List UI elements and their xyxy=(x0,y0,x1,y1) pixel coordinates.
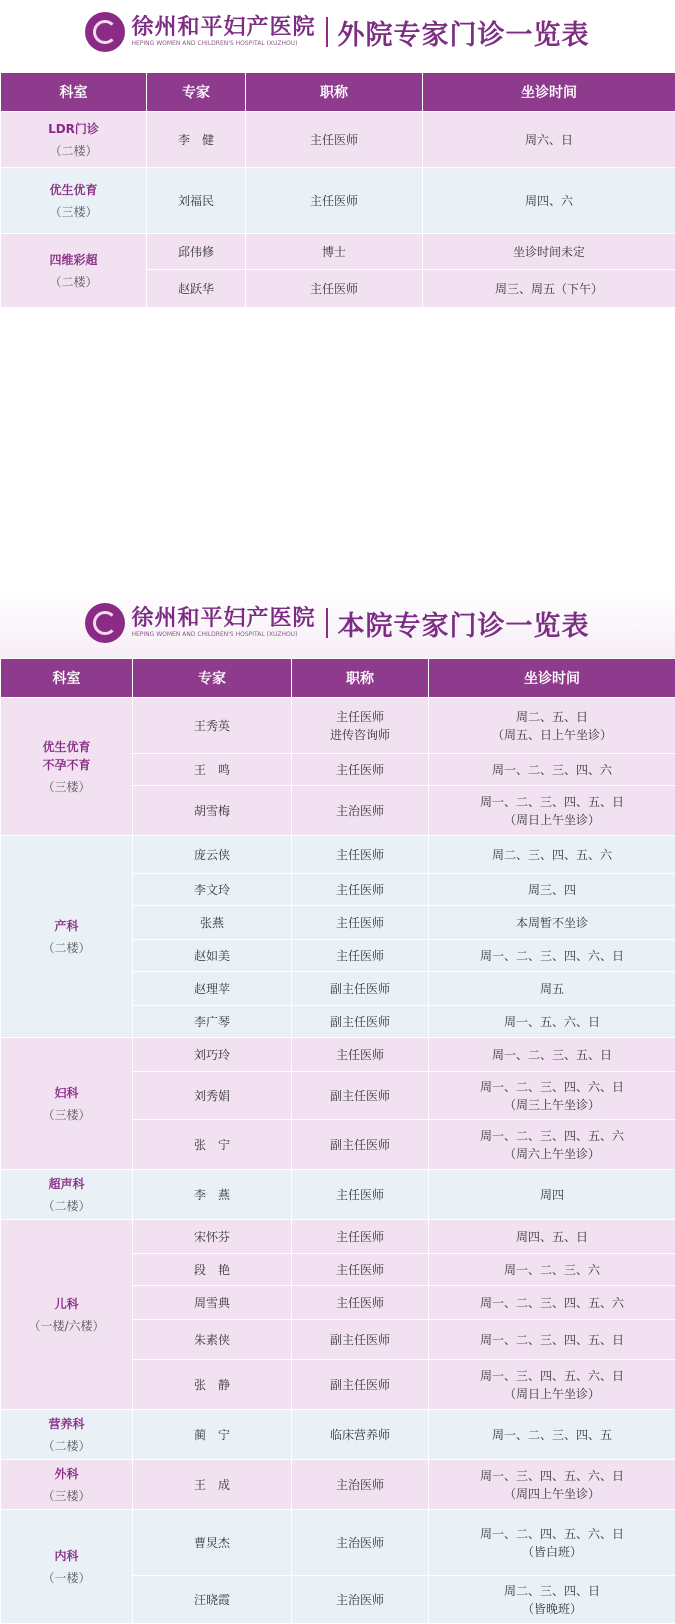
time-cell xyxy=(423,234,675,270)
inside-title: 本院专家门诊一览表 xyxy=(338,604,590,643)
expert-cell xyxy=(133,940,292,972)
dept-name: 内科 xyxy=(1,1547,132,1565)
dept-cell xyxy=(1,1038,133,1170)
title-divider xyxy=(326,17,328,47)
expert-cell xyxy=(133,972,292,1006)
dept-name: 产科 xyxy=(1,917,132,935)
table-row xyxy=(1,168,675,234)
time-cell xyxy=(429,1220,675,1254)
expert-name: 邱伟修 xyxy=(178,245,214,259)
expert-title: 博士 xyxy=(322,245,346,259)
table-row xyxy=(1,1170,675,1220)
clinic-time: 周一、二、三、四、六、日 xyxy=(480,1080,624,1094)
clinic-time: 周一、二、三、六 xyxy=(504,1263,600,1277)
expert-name: 曹炅杰 xyxy=(194,1536,230,1550)
time-cell xyxy=(429,1320,675,1360)
table-row xyxy=(1,836,675,874)
time-cell xyxy=(423,168,675,234)
title-cell xyxy=(292,1576,429,1624)
expert-title: 主任医师 xyxy=(336,949,384,963)
time-cell xyxy=(429,1254,675,1286)
dept-floor: （三楼） xyxy=(1,778,132,796)
expert-title: 主任医师 xyxy=(336,883,384,897)
header-title: 职称 xyxy=(246,73,423,112)
clinic-time: 周三、周五（下午） xyxy=(495,282,603,296)
expert-cell xyxy=(133,1072,292,1120)
header-dept: 科室 xyxy=(1,73,147,112)
dept-cell xyxy=(1,112,147,168)
time-cell xyxy=(429,906,675,940)
dept-name: 超声科 xyxy=(1,1175,132,1193)
clinic-time: （周三上午坐诊） xyxy=(504,1098,600,1112)
expert-name: 庞云侠 xyxy=(194,848,230,862)
title-cell xyxy=(292,1510,429,1576)
clinic-time: （皆晚班） xyxy=(522,1602,582,1616)
title-cell xyxy=(292,754,429,786)
dept-name: 外科 xyxy=(1,1465,132,1483)
hospital-name-en: HEPING WOMEN AND CHILDREN'S HOSPITAL (XUZHOU) xyxy=(131,631,315,639)
expert-cell xyxy=(133,1286,292,1320)
expert-title: 副主任医师 xyxy=(330,982,390,996)
expert-cell xyxy=(133,1170,292,1220)
clinic-time: 周一、二、三、四、五 xyxy=(492,1428,612,1442)
dept-floor: （一楼/六楼） xyxy=(1,1317,132,1335)
expert-cell xyxy=(133,1410,292,1460)
title-cell xyxy=(292,1360,429,1410)
expert-title: 副主任医师 xyxy=(330,1015,390,1029)
expert-name: 周雪典 xyxy=(194,1296,230,1310)
expert-cell xyxy=(147,168,246,234)
clinic-time: 周六、日 xyxy=(525,133,573,147)
outside-header xyxy=(0,0,675,72)
dept-cell xyxy=(1,1410,133,1460)
clinic-time: （周四上午坐诊） xyxy=(504,1487,600,1501)
expert-title: 主治医师 xyxy=(336,804,384,818)
table-row xyxy=(1,698,675,754)
expert-title: 主治医师 xyxy=(336,1593,384,1607)
expert-title: 主任医师 xyxy=(310,282,358,296)
title-cell xyxy=(292,906,429,940)
header-expert: 专家 xyxy=(147,73,246,112)
expert-cell xyxy=(133,786,292,836)
expert-cell xyxy=(133,1220,292,1254)
expert-cell xyxy=(133,874,292,906)
expert-name: 张 宁 xyxy=(194,1138,230,1152)
time-cell xyxy=(429,754,675,786)
clinic-time: 周一、三、四、五、六、日 xyxy=(480,1469,624,1483)
hospital-logo-icon xyxy=(85,12,125,52)
expert-cell xyxy=(147,112,246,168)
title-cell xyxy=(292,972,429,1006)
expert-title: 副主任医师 xyxy=(330,1378,390,1392)
time-cell xyxy=(429,874,675,906)
expert-name: 宋怀芬 xyxy=(194,1230,230,1244)
dept-floor: （三楼） xyxy=(1,1106,132,1124)
expert-cell xyxy=(133,1120,292,1170)
dept-floor: （二楼） xyxy=(1,1437,132,1455)
table-row xyxy=(1,1038,675,1072)
expert-cell xyxy=(133,1360,292,1410)
dept-name: 优生优育 不孕不育 xyxy=(1,738,132,774)
clinic-time: （周日上午坐诊） xyxy=(504,813,600,827)
expert-name: 赵如美 xyxy=(194,949,230,963)
dept-cell xyxy=(1,234,147,308)
time-cell xyxy=(429,1460,675,1510)
time-cell xyxy=(429,1120,675,1170)
clinic-time: 周一、二、三、四、五、日 xyxy=(480,1333,624,1347)
title-cell xyxy=(292,1038,429,1072)
dept-name: 儿科 xyxy=(1,1295,132,1313)
expert-title: 进传咨询师 xyxy=(330,728,390,742)
clinic-time: （周六上午坐诊） xyxy=(504,1147,600,1161)
expert-title: 主任医师 xyxy=(336,1188,384,1202)
expert-title: 临床营养师 xyxy=(330,1428,390,1442)
expert-cell xyxy=(133,1006,292,1038)
expert-name: 李广琴 xyxy=(194,1015,230,1029)
expert-cell xyxy=(133,906,292,940)
time-cell xyxy=(429,1576,675,1624)
time-cell xyxy=(429,1510,675,1576)
title-cell xyxy=(292,1320,429,1360)
time-cell xyxy=(429,786,675,836)
title-cell xyxy=(292,1220,429,1254)
clinic-time: 周一、二、三、四、五、六 xyxy=(480,1296,624,1310)
time-cell xyxy=(429,940,675,972)
dept-cell xyxy=(1,1460,133,1510)
title-cell xyxy=(292,1006,429,1038)
dept-floor: （二楼） xyxy=(1,939,132,957)
expert-name: 王 成 xyxy=(194,1478,230,1492)
expert-name: 张 静 xyxy=(194,1378,230,1392)
dept-cell xyxy=(1,836,133,1038)
expert-title: 主治医师 xyxy=(336,1536,384,1550)
clinic-time: 周一、二、四、五、六、日 xyxy=(480,1527,624,1541)
clinic-time: 本周暂不坐诊 xyxy=(516,916,588,930)
clinic-time: 周四、五、日 xyxy=(516,1230,588,1244)
title-divider xyxy=(326,608,328,638)
expert-name: 王 鸣 xyxy=(194,763,230,777)
expert-cell xyxy=(133,1460,292,1510)
time-cell xyxy=(429,1286,675,1320)
title-cell xyxy=(292,1410,429,1460)
dept-cell xyxy=(1,1510,133,1624)
title-cell xyxy=(292,698,429,754)
expert-title: 主任医师 xyxy=(336,916,384,930)
expert-title: 主任医师 xyxy=(336,848,384,862)
clinic-time: （皆白班） xyxy=(522,1545,582,1559)
inside-schedule-table xyxy=(0,658,675,1624)
clinic-time: 周二、三、四、日 xyxy=(504,1584,600,1598)
outside-title: 外院专家门诊一览表 xyxy=(338,13,590,52)
expert-name: 段 艳 xyxy=(194,1263,230,1277)
clinic-time: 周一、五、六、日 xyxy=(504,1015,600,1029)
header-time: 坐诊时间 xyxy=(429,659,675,698)
clinic-time: 周一、二、三、四、六、日 xyxy=(480,949,624,963)
expert-name: 胡雪梅 xyxy=(194,804,230,818)
expert-title: 主任医师 xyxy=(336,1230,384,1244)
inside-header xyxy=(0,308,675,658)
clinic-time: （周日上午坐诊） xyxy=(504,1387,600,1401)
dept-name: 优生优育 xyxy=(1,181,146,199)
expert-cell xyxy=(133,1576,292,1624)
title-cell xyxy=(292,1072,429,1120)
time-cell xyxy=(423,112,675,168)
expert-title: 主治医师 xyxy=(336,1478,384,1492)
expert-name: 刘秀娟 xyxy=(194,1089,230,1103)
expert-cell xyxy=(133,698,292,754)
table-row xyxy=(1,1510,675,1576)
clinic-time: 周一、二、三、四、六 xyxy=(492,763,612,777)
table-row xyxy=(1,1460,675,1510)
title-cell xyxy=(292,1460,429,1510)
title-cell xyxy=(292,1170,429,1220)
time-cell xyxy=(429,1410,675,1460)
expert-title: 主任医师 xyxy=(310,133,358,147)
dept-name: 营养科 xyxy=(1,1415,132,1433)
expert-name: 李 燕 xyxy=(194,1188,230,1202)
title-cell xyxy=(292,874,429,906)
expert-title: 主任医师 xyxy=(336,1296,384,1310)
expert-cell xyxy=(147,234,246,270)
expert-cell xyxy=(133,1510,292,1576)
header-expert: 专家 xyxy=(133,659,292,698)
expert-cell xyxy=(133,1254,292,1286)
time-cell xyxy=(429,1072,675,1120)
time-cell xyxy=(423,270,675,308)
expert-name: 赵理苹 xyxy=(194,982,230,996)
dept-floor: （二楼） xyxy=(1,1197,132,1215)
hospital-logo-icon xyxy=(85,603,125,643)
table-row xyxy=(1,1410,675,1460)
dept-name: 四维彩超 xyxy=(1,251,146,269)
expert-name: 李 健 xyxy=(178,133,214,147)
clinic-time: 坐诊时间未定 xyxy=(513,245,585,259)
expert-name: 王秀英 xyxy=(194,719,230,733)
title-cell xyxy=(246,234,423,270)
title-cell xyxy=(246,112,423,168)
clinic-time: 周二、五、日 xyxy=(516,710,588,724)
dept-cell xyxy=(1,698,133,836)
time-cell xyxy=(429,1360,675,1410)
clinic-time: 周一、二、三、四、五、六 xyxy=(480,1129,624,1143)
expert-cell xyxy=(133,1320,292,1360)
table-row xyxy=(1,112,675,168)
expert-cell xyxy=(133,836,292,874)
time-cell xyxy=(429,1170,675,1220)
title-cell xyxy=(292,1120,429,1170)
title-cell xyxy=(292,940,429,972)
time-cell xyxy=(429,836,675,874)
expert-name: 刘巧玲 xyxy=(194,1048,230,1062)
dept-floor: （三楼） xyxy=(1,203,146,221)
clinic-time: 周一、二、三、四、五、日 xyxy=(480,795,624,809)
expert-name: 刘福民 xyxy=(178,194,214,208)
clinic-time: 周一、二、三、五、日 xyxy=(492,1048,612,1062)
expert-title: 主任医师 xyxy=(336,1263,384,1277)
expert-title: 副主任医师 xyxy=(330,1089,390,1103)
title-cell xyxy=(292,836,429,874)
dept-floor: （二楼） xyxy=(1,142,146,160)
expert-name: 张燕 xyxy=(200,916,224,930)
time-cell xyxy=(429,972,675,1006)
title-cell xyxy=(246,270,423,308)
expert-name: 李文玲 xyxy=(194,883,230,897)
expert-name: 朱素侠 xyxy=(194,1333,230,1347)
expert-name: 蔺 宁 xyxy=(194,1428,230,1442)
clinic-time: （周五、日上午坐诊） xyxy=(492,728,612,742)
expert-cell xyxy=(133,754,292,786)
title-cell xyxy=(292,786,429,836)
header-title: 职称 xyxy=(292,659,429,698)
table-row xyxy=(1,234,675,270)
dept-cell xyxy=(1,1220,133,1410)
expert-title: 副主任医师 xyxy=(330,1333,390,1347)
clinic-time: 周二、三、四、五、六 xyxy=(492,848,612,862)
dept-cell xyxy=(1,1170,133,1220)
expert-title: 主任医师 xyxy=(310,194,358,208)
dept-cell xyxy=(1,168,147,234)
expert-name: 赵跃华 xyxy=(178,282,214,296)
dept-floor: （二楼） xyxy=(1,273,146,291)
expert-title: 主任医师 xyxy=(336,763,384,777)
expert-cell xyxy=(147,270,246,308)
expert-title: 主任医师 xyxy=(336,710,384,724)
header-time: 坐诊时间 xyxy=(423,73,675,112)
clinic-time: 周四、六 xyxy=(525,194,573,208)
expert-cell xyxy=(133,1038,292,1072)
clinic-time: 周三、四 xyxy=(528,883,576,897)
expert-title: 主任医师 xyxy=(336,1048,384,1062)
time-cell xyxy=(429,698,675,754)
dept-name: 妇科 xyxy=(1,1084,132,1102)
title-cell xyxy=(292,1286,429,1320)
clinic-time: 周五 xyxy=(540,982,564,996)
title-cell xyxy=(292,1254,429,1286)
dept-floor: （三楼） xyxy=(1,1487,132,1505)
time-cell xyxy=(429,1006,675,1038)
expert-title: 副主任医师 xyxy=(330,1138,390,1152)
clinic-time: 周一、三、四、五、六、日 xyxy=(480,1369,624,1383)
header-dept: 科室 xyxy=(1,659,133,698)
outside-schedule-table xyxy=(0,72,675,308)
hospital-name-en: HEPING WOMEN AND CHILDREN'S HOSPITAL (XUZHOU) xyxy=(131,40,315,48)
dept-name: LDR门诊 xyxy=(1,120,146,138)
dept-floor: （一楼） xyxy=(1,1569,132,1587)
expert-name: 汪晓霞 xyxy=(194,1593,230,1607)
time-cell xyxy=(429,1038,675,1072)
hospital-name: 徐州和平妇产医院 xyxy=(131,607,315,631)
hospital-name: 徐州和平妇产医院 xyxy=(131,16,315,40)
clinic-time: 周四 xyxy=(540,1188,564,1202)
table-row xyxy=(1,1220,675,1254)
title-cell xyxy=(246,168,423,234)
